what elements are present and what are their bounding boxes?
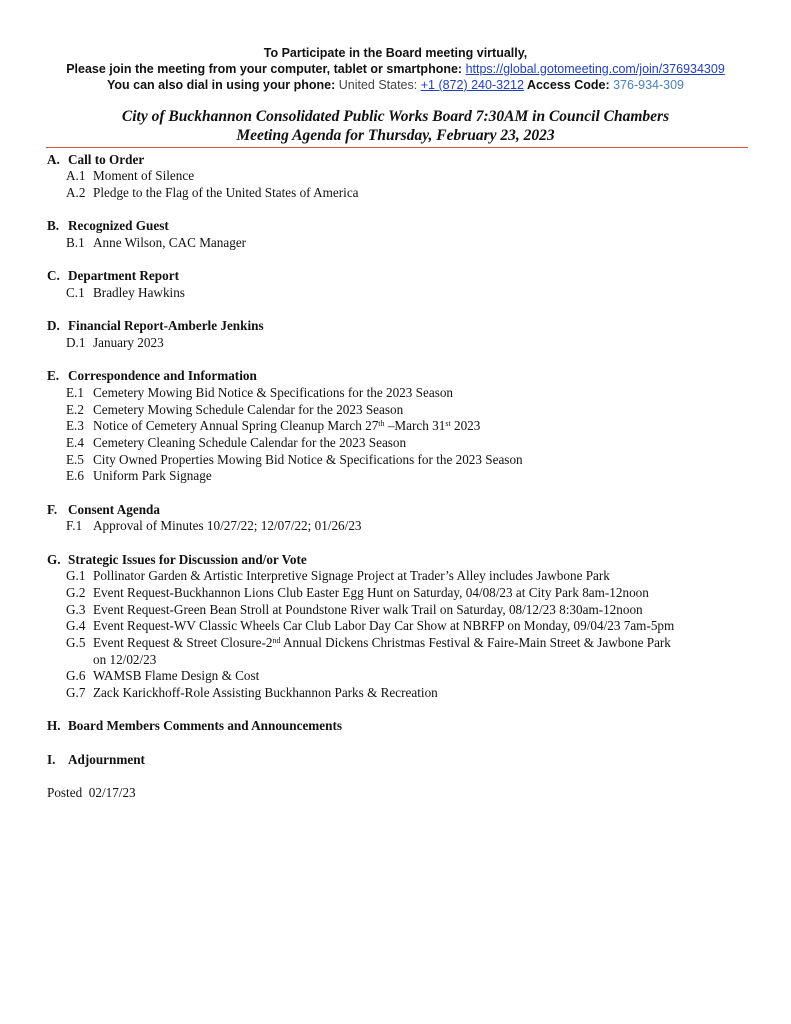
item-number: G.3 bbox=[66, 602, 86, 617]
section-letter: G. bbox=[47, 552, 61, 567]
agenda-item-g3 bbox=[66, 601, 643, 618]
section-letter: F. bbox=[47, 502, 58, 517]
agenda-item-e4 bbox=[66, 434, 406, 451]
item-number: E.6 bbox=[66, 468, 84, 483]
section-letter: D. bbox=[47, 318, 60, 333]
section-title: Board Members Comments and Announcements bbox=[68, 718, 343, 733]
dial-in-country: United States: bbox=[338, 78, 421, 92]
section-title: Recognized Guest bbox=[68, 218, 169, 233]
item-text-cont: 2023 bbox=[450, 418, 481, 433]
agenda-item-e5 bbox=[66, 451, 523, 468]
item-text: Cemetery Cleaning Schedule Calendar for the 2023 Season bbox=[93, 435, 407, 450]
item-number: E.5 bbox=[66, 452, 84, 467]
item-number: A.1 bbox=[66, 168, 86, 183]
agenda-item-a1 bbox=[66, 167, 194, 184]
section-title: Call to Order bbox=[68, 152, 145, 167]
section-title: Strategic Issues for Discussion and/or Vote bbox=[68, 552, 307, 567]
section-h-heading bbox=[47, 717, 342, 734]
item-number: C.1 bbox=[66, 285, 85, 300]
document-subtitle: Meeting Agenda for Thursday, February 23, 2023 bbox=[236, 127, 555, 144]
section-letter: A. bbox=[47, 152, 60, 167]
agenda-item-a2 bbox=[66, 184, 359, 201]
document-title: City of Buckhannon Consolidated Public Works Board 7:30AM in Council Chambers bbox=[121, 108, 670, 125]
agenda-item-e6 bbox=[66, 467, 212, 484]
section-title: Financial Report-Amberle Jenkins bbox=[68, 318, 264, 333]
section-e-heading bbox=[47, 367, 257, 384]
agenda-item-f1 bbox=[66, 517, 362, 534]
dial-in-line bbox=[0, 77, 791, 93]
item-number: G.2 bbox=[66, 585, 86, 600]
item-text: WAMSB Flame Design & Cost bbox=[93, 668, 260, 683]
agenda-item-g2 bbox=[66, 584, 649, 601]
posted-date-line bbox=[47, 784, 136, 801]
item-text: Approval of Minutes 10/27/22; 12/07/22; 01/26/23 bbox=[93, 518, 362, 533]
ordinal-suffix: nd bbox=[272, 636, 281, 645]
join-link-line bbox=[0, 61, 791, 77]
agenda-item-e3 bbox=[66, 417, 480, 434]
item-text: Event Request-WV Classic Wheels Car Club Labor Day Car Show at NBRFP on Monday, 09/04/23 7am-5pm bbox=[93, 618, 675, 633]
item-text-cont: Annual Dickens Christmas Festival & Faire-Main Street & Jawbone Park bbox=[280, 635, 671, 650]
agenda-item-g1 bbox=[66, 567, 610, 584]
item-number: F.1 bbox=[66, 518, 83, 533]
item-text-cont: –March 31 bbox=[384, 418, 446, 433]
item-number: A.2 bbox=[66, 185, 86, 200]
item-text: Cemetery Mowing Schedule Calendar for the 2023 Season bbox=[93, 402, 404, 417]
agenda-item-c1 bbox=[66, 284, 185, 301]
item-text: Zack Karickhoff-Role Assisting Buckhannon Parks & Recreation bbox=[93, 685, 438, 700]
agenda-item-g4 bbox=[66, 617, 674, 634]
item-text: Bradley Hawkins bbox=[93, 285, 185, 300]
item-number: G.5 bbox=[66, 635, 86, 650]
item-number: G.7 bbox=[66, 685, 86, 700]
item-text: Event Request-Buckhannon Lions Club Easter Egg Hunt on Saturday, 04/08/23 at City Park 8am-12noon bbox=[93, 585, 649, 600]
join-link-label: Please join the meeting from your computer, tablet or smartphone: bbox=[66, 62, 466, 76]
item-text: Event Request & Street Closure-2 bbox=[93, 635, 273, 650]
section-i-heading bbox=[47, 751, 145, 768]
item-number: E.4 bbox=[66, 435, 84, 450]
item-number: G.4 bbox=[66, 618, 86, 633]
item-text: Cemetery Mowing Bid Notice & Specifications for the 2023 Season bbox=[93, 385, 454, 400]
item-text-wrap: on 12/02/23 bbox=[93, 652, 157, 667]
posted-date: 02/17/23 bbox=[88, 785, 136, 800]
agenda-item-g7 bbox=[66, 684, 438, 701]
item-text: City Owned Properties Mowing Bid Notice & Specifications for the 2023 Season bbox=[93, 452, 523, 467]
ordinal-suffix: th bbox=[378, 419, 385, 428]
section-d-heading bbox=[47, 317, 264, 334]
section-title: Adjournment bbox=[68, 752, 145, 767]
dial-in-phone-link[interactable]: +1 (872) 240-3212 bbox=[420, 78, 524, 92]
gotomeeting-link[interactable]: https://global.gotomeeting.com/join/376934309 bbox=[465, 62, 725, 76]
section-letter: E. bbox=[47, 368, 60, 383]
agenda-item-g6 bbox=[66, 667, 259, 684]
section-title: Consent Agenda bbox=[68, 502, 160, 517]
item-text: Anne Wilson, CAC Manager bbox=[93, 235, 247, 250]
access-code-label: Access Code: bbox=[523, 78, 614, 92]
section-title: Department Report bbox=[68, 268, 179, 283]
virtual-meeting-intro: To Participate in the Board meeting virtually, bbox=[263, 46, 528, 60]
agenda-item-e1 bbox=[66, 384, 453, 401]
agenda-item-g5 bbox=[66, 634, 671, 668]
item-text: Uniform Park Signage bbox=[93, 468, 212, 483]
virtual-meeting-heading bbox=[0, 45, 791, 61]
dial-in-label: You can also dial in using your phone: bbox=[106, 78, 339, 92]
access-code-value: 376-934-309 bbox=[613, 78, 684, 92]
item-number: D.1 bbox=[66, 335, 86, 350]
section-g-heading bbox=[47, 551, 307, 568]
agenda-item-d1 bbox=[66, 334, 164, 351]
item-text: Pollinator Garden & Artistic Interpretive Signage Project at Trader’s Alley includes Jawbone Park bbox=[93, 568, 610, 583]
agenda-item-b1 bbox=[66, 234, 246, 251]
title-divider bbox=[46, 147, 748, 148]
section-letter: B. bbox=[47, 218, 60, 233]
posted-label: Posted bbox=[47, 785, 83, 800]
section-letter: C. bbox=[47, 268, 60, 283]
item-text: Moment of Silence bbox=[93, 168, 195, 183]
agenda-item-e2 bbox=[66, 401, 403, 418]
item-text: Pledge to the Flag of the United States of America bbox=[93, 185, 359, 200]
item-text: January 2023 bbox=[93, 335, 164, 350]
item-number: E.1 bbox=[66, 385, 84, 400]
item-number: E.2 bbox=[66, 402, 84, 417]
section-a-heading bbox=[47, 151, 144, 168]
section-letter: H. bbox=[47, 718, 61, 733]
item-text: Event Request-Green Bean Stroll at Poundstone River walk Trail on Saturday, 08/12/23 8:30am-12noon bbox=[93, 602, 643, 617]
item-number: E.3 bbox=[66, 418, 84, 433]
section-letter: I. bbox=[47, 752, 56, 767]
section-title: Correspondence and Information bbox=[68, 368, 257, 383]
section-b-heading bbox=[47, 217, 169, 234]
ordinal-suffix: st bbox=[445, 419, 451, 428]
item-number: G.6 bbox=[66, 668, 86, 683]
item-number: B.1 bbox=[66, 235, 85, 250]
item-text: Notice of Cemetery Annual Spring Cleanup March 27 bbox=[93, 418, 379, 433]
item-number: G.1 bbox=[66, 568, 86, 583]
section-c-heading bbox=[47, 267, 179, 284]
section-f-heading bbox=[47, 501, 160, 518]
